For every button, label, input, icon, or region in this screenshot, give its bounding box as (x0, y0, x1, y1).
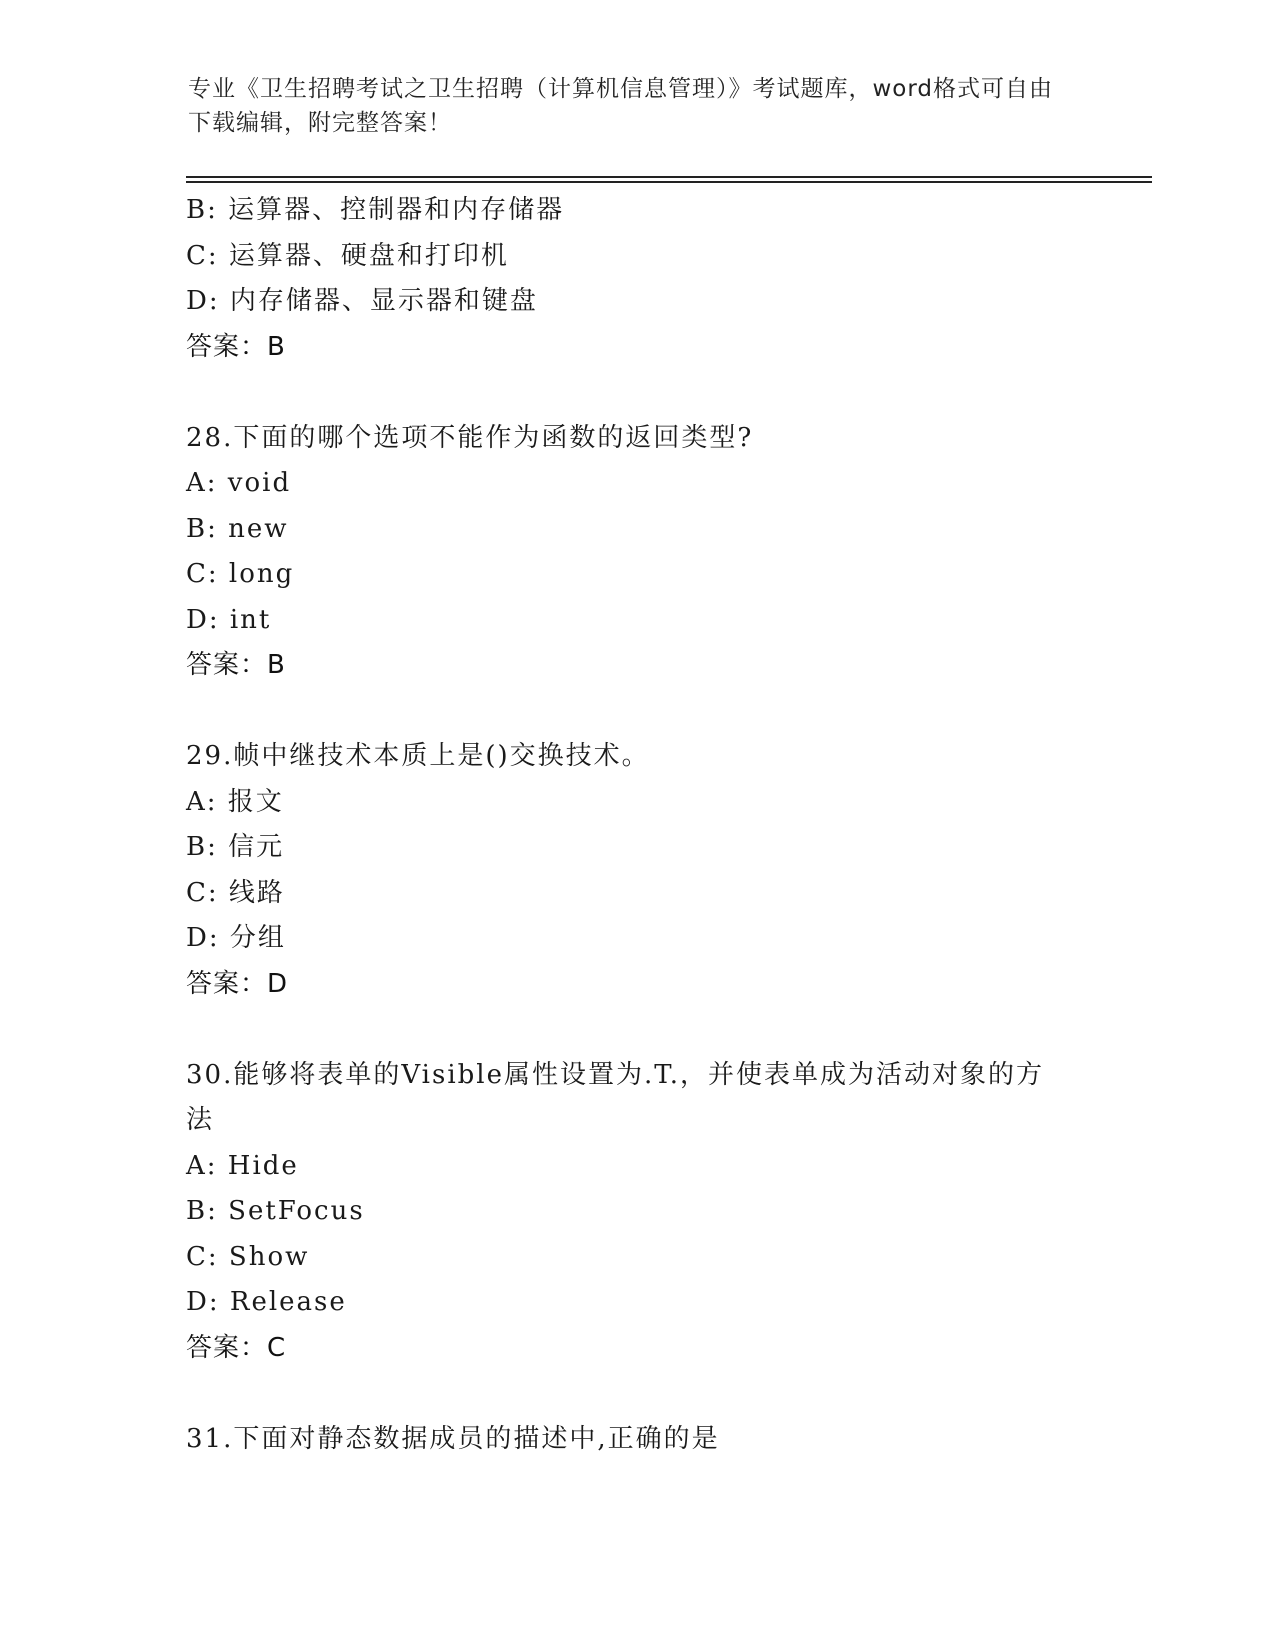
option-b: B: 信元 (186, 832, 285, 862)
question-stem: 29.帧中继技术本质上是()交换技术。 (186, 741, 650, 771)
question-30 (186, 1053, 1066, 1372)
option-d: D: int (186, 604, 272, 635)
option-c: C: 运算器、硬盘和打印机 (186, 240, 509, 271)
header-divider-top (186, 176, 1152, 178)
option-d: D: 分组 (186, 923, 286, 953)
option-d: D: Release (186, 1287, 347, 1317)
answer-line: 答案：B (186, 331, 286, 362)
question-29 (186, 734, 1066, 1007)
question-28 (186, 416, 1066, 689)
question-list (186, 188, 1066, 1462)
question-27-continued (186, 188, 1066, 370)
option-c: C: Show (186, 1241, 310, 1272)
document-header: 专业《卫生招聘考试之卫生招聘（计算机信息管理）》考试题库，word格式可自由下载编辑，附完整答案！ (188, 76, 1054, 136)
answer-line: 答案：C (186, 1332, 287, 1363)
option-c: C: long (186, 559, 295, 589)
option-b: B: new (186, 513, 289, 544)
option-b: B: 运算器、控制器和内存储器 (186, 195, 565, 225)
answer-line: 答案：D (186, 968, 289, 999)
question-stem: 28.下面的哪个选项不能作为函数的返回类型? (186, 422, 754, 453)
option-d: D: 内存储器、显示器和键盘 (186, 286, 538, 316)
option-c: C: 线路 (186, 877, 285, 908)
spacer (186, 1007, 1066, 1053)
spacer (186, 370, 1066, 416)
option-a: A: void (186, 468, 292, 498)
header-divider-bottom (186, 181, 1152, 183)
option-b: B: SetFocus (186, 1196, 365, 1226)
option-a: A: 报文 (186, 786, 284, 817)
question-stem: 31.下面对静态数据成员的描述中,正确的是 (186, 1423, 720, 1454)
option-a: A: Hide (186, 1150, 299, 1181)
spacer (186, 1371, 1066, 1417)
question-stem: 30.能够将表单的Visible属性设置为.T.，并使表单成为活动对象的方法 (186, 1059, 1045, 1135)
question-31 (186, 1417, 1066, 1463)
answer-line: 答案：B (186, 650, 286, 680)
spacer (186, 689, 1066, 735)
